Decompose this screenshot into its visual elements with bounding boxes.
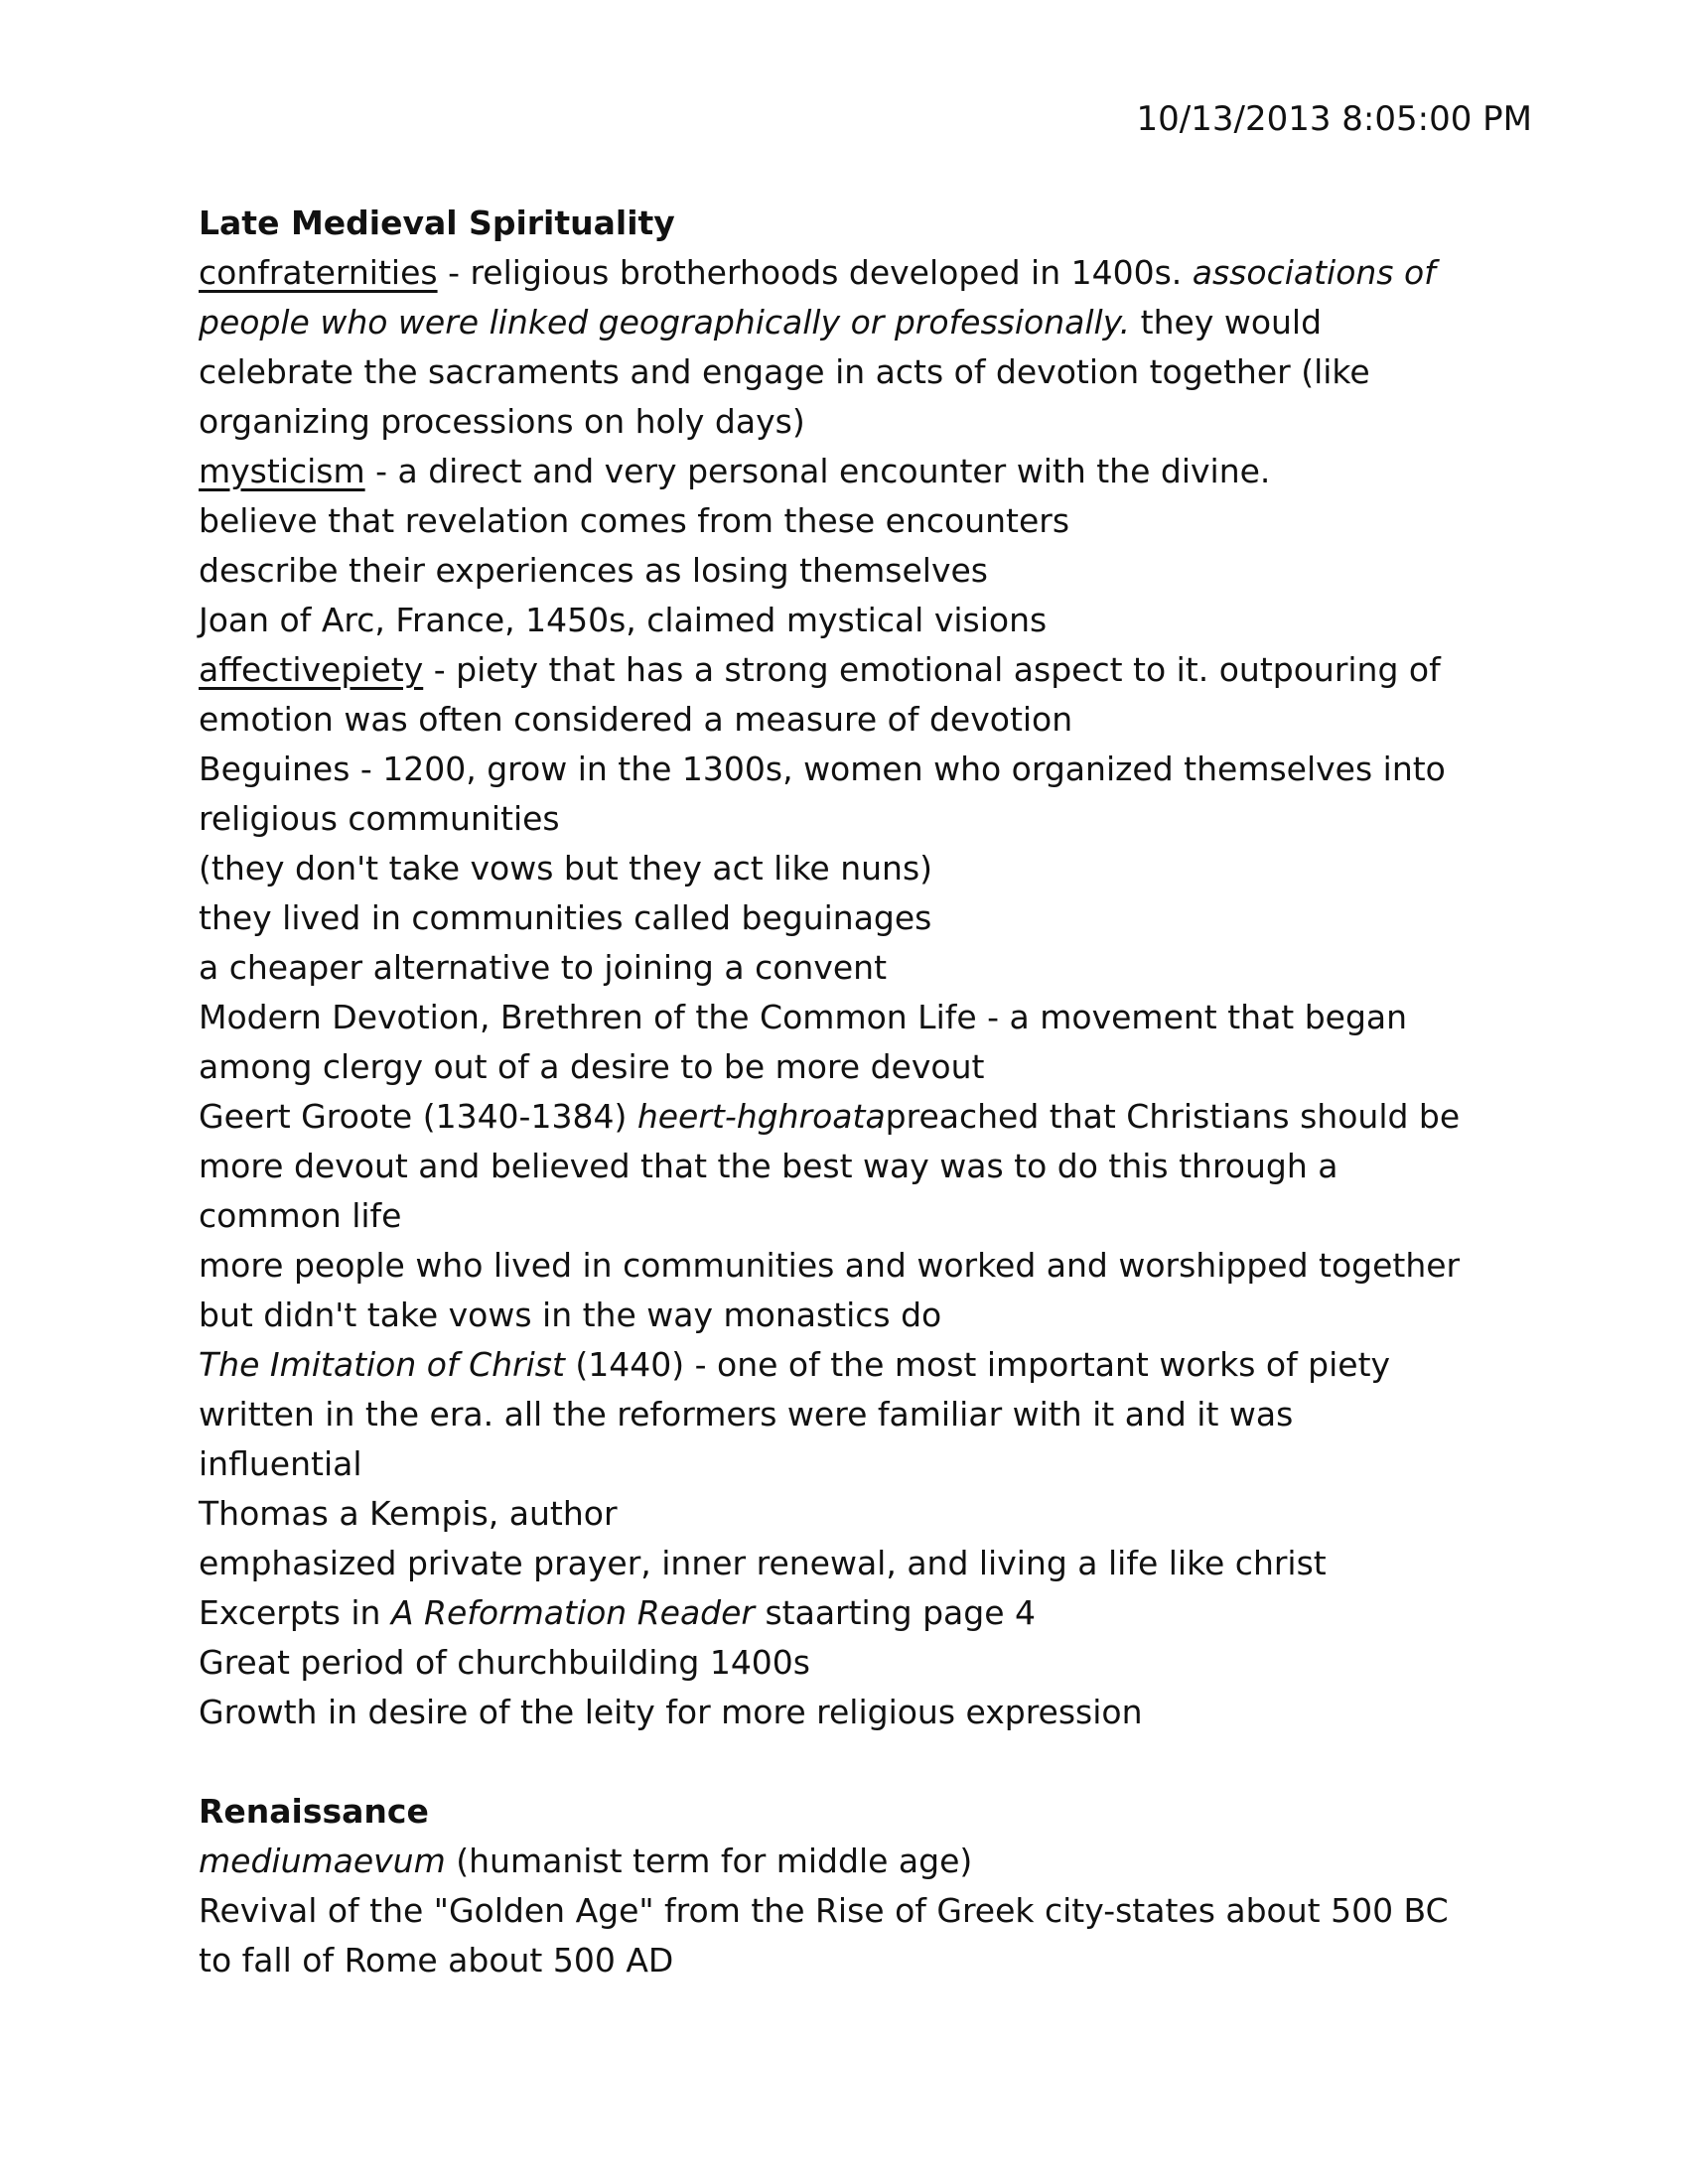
line-text: staarting page 4: [754, 1593, 1036, 1632]
note-line: [199, 1092, 1509, 1142]
note-line: believe that revelation comes from these encounters: [199, 501, 1070, 540]
note-line: celebrate the sacraments and engage in acts of devotion together (like: [199, 352, 1370, 391]
note-line: but didn't take vows in the way monastics do: [199, 1296, 942, 1334]
line-text: they would: [1130, 303, 1323, 341]
note-line: [199, 248, 1509, 298]
note-line: Revival of the "Golden Age" from the Rise of Greek city-states about 500 BC: [199, 1891, 1449, 1930]
term-affective-piety: affectivepiety: [199, 650, 424, 689]
line-text: Excerpts in: [199, 1593, 391, 1632]
italic-text: heert-hghroata: [636, 1097, 886, 1136]
italic-text: people who were linked geographically or professionally.: [199, 303, 1131, 341]
definition-text: - a direct and very personal encounter with the divine.: [364, 452, 1271, 490]
note-line: religious communities: [199, 799, 560, 838]
note-line: (they don't take vows but they act like nuns): [199, 849, 933, 887]
note-line: [199, 1588, 1509, 1638]
section-heading-renaissance: Renaissance: [199, 1792, 429, 1831]
timestamp: 10/13/2013 8:05:00 PM: [1136, 99, 1532, 139]
note-line: common life: [199, 1196, 402, 1235]
line-text: preached that Christians should be: [885, 1097, 1461, 1136]
definition-text: - piety that has a strong emotional aspect to it. outpouring of: [423, 650, 1441, 689]
note-line: describe their experiences as losing themselves: [199, 551, 988, 590]
note-line: Beguines - 1200, grow in the 1300s, women who organized themselves into: [199, 750, 1446, 788]
note-line: a cheaper alternative to joining a convent: [199, 948, 888, 987]
note-line: written in the era. all the reformers were familiar with it and it was: [199, 1395, 1294, 1433]
note-line: [199, 1340, 1509, 1390]
term-confraternities: confraternities: [199, 253, 438, 292]
note-line: among clergy out of a desire to be more devout: [199, 1047, 985, 1086]
note-line: emotion was often considered a measure of devotion: [199, 700, 1073, 739]
note-line: more people who lived in communities and worked and worshipped together: [199, 1246, 1461, 1285]
definition-text: - religious brotherhoods developed in 1400s.: [437, 253, 1193, 292]
note-line: Thomas a Kempis, author: [199, 1494, 618, 1533]
note-line: [199, 1837, 1509, 1886]
note-line: Great period of churchbuilding 1400s: [199, 1643, 810, 1682]
note-line: [199, 645, 1509, 695]
note-line: Growth in desire of the leity for more religious expression: [199, 1693, 1143, 1731]
note-line: Modern Devotion, Brethren of the Common Life - a movement that began: [199, 998, 1408, 1036]
book-title: A Reformation Reader: [390, 1593, 755, 1632]
line-text: Geert Groote (1340-1384): [199, 1097, 637, 1136]
book-title: The Imitation of Christ: [199, 1345, 565, 1384]
section-spacer: [199, 1737, 1509, 1787]
line-text: (humanist term for middle age): [445, 1842, 973, 1880]
note-line: [199, 298, 1509, 347]
note-line: [199, 447, 1509, 496]
line-text: (1440) - one of the most important works of piety: [564, 1345, 1391, 1384]
note-line: to fall of Rome about 500 AD: [199, 1941, 674, 1979]
note-line: they lived in communities called beguinages: [199, 898, 932, 937]
italic-text: mediumaevum: [199, 1842, 446, 1880]
italic-text: associations of: [1192, 253, 1436, 292]
note-line: emphasized private prayer, inner renewal, and living a life like christ: [199, 1544, 1327, 1582]
term-mysticism: mysticism: [199, 452, 365, 490]
note-line: influential: [199, 1444, 362, 1483]
notes-body: [199, 199, 1509, 1985]
note-line: more devout and believed that the best way was to do this through a: [199, 1147, 1338, 1185]
note-line: organizing processions on holy days): [199, 402, 805, 441]
section-heading-late-medieval: Late Medieval Spirituality: [199, 204, 675, 242]
note-line: Joan of Arc, France, 1450s, claimed mystical visions: [199, 601, 1048, 639]
